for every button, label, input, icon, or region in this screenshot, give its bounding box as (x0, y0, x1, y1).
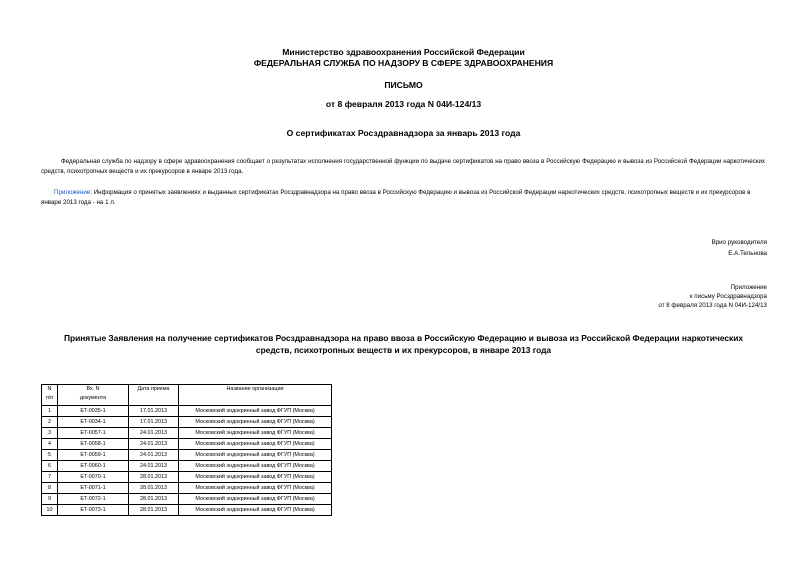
header-number: N п/п (42, 385, 58, 406)
cell-number: 7 (42, 472, 58, 483)
table-row (42, 428, 332, 439)
cell-document: ET-0059-1 (58, 450, 129, 461)
table-row (42, 505, 332, 516)
cell-document: ET-0035-1 (58, 406, 129, 417)
cell-organization: Московский эндокринный завод ФГУП (Москва) (179, 483, 332, 494)
cell-date: 24.01.2013 (129, 428, 179, 439)
cell-date: 24.01.2013 (129, 461, 179, 472)
cell-number: 2 (42, 417, 58, 428)
attachment-reference: к письму Росздравнадзора (689, 293, 767, 300)
cell-number: 3 (42, 428, 58, 439)
signature-name: Е.А.Тельнова (728, 250, 767, 257)
appendix-link[interactable]: Приложение (54, 189, 91, 196)
cell-organization: Московский эндокринный завод ФГУП (Москва) (179, 439, 332, 450)
appendix-text: : Информация о принятых заявлениях и выданных сертификатах Росздравнадзора на право ввоза в Российскую Федерацию и вывоза из Российской Федерации наркотических средств, психотропных веществ и их прекурсоров в январе 2013 года - на 1 л. (41, 189, 751, 206)
cell-document: ET-0071-1 (58, 483, 129, 494)
cell-document: ET-0070-1 (58, 472, 129, 483)
cell-organization: Московский эндокринный завод ФГУП (Москва) (179, 505, 332, 516)
cell-date: 17.01.2013 (129, 406, 179, 417)
cell-document: ET-0073-1 (58, 505, 129, 516)
cell-date: 28.01.2013 (129, 483, 179, 494)
cell-document: ET-0060-1 (58, 461, 129, 472)
table-row (42, 417, 332, 428)
ministry-name: Министерство здравоохранения Российской Федерации (282, 47, 525, 57)
cell-date: 24.01.2013 (129, 439, 179, 450)
document-type: ПИСЬМО (384, 80, 423, 90)
cell-document: ET-0057-1 (58, 428, 129, 439)
cell-organization: Московский эндокринный завод ФГУП (Москва) (179, 450, 332, 461)
header-organization: Название организации (179, 385, 332, 406)
table-title-line-1: Принятые Заявления на получение сертификатов Росздравнадзора на право ввоза в Российскую Федерацию и вывоза из Российской Федерации наркотических (63, 333, 744, 343)
cell-number: 10 (42, 505, 58, 516)
document-subject: О сертификатах Росздравнадзора за январь 2013 года (286, 128, 521, 138)
cell-organization: Московский эндокринный завод ФГУП (Москва) (179, 461, 332, 472)
appendix-paragraph (41, 188, 765, 208)
table-row (42, 472, 332, 483)
cell-date: 17.01.2013 (129, 417, 179, 428)
table-row (42, 406, 332, 417)
table-row (42, 439, 332, 450)
table-title-line-2: средств, психотропных веществ и их прекурсоров, в январе 2013 года (255, 345, 552, 355)
cell-document: ET-0058-1 (58, 439, 129, 450)
cell-organization: Московский эндокринный завод ФГУП (Москва) (179, 417, 332, 428)
cell-date: 28.01.2013 (129, 472, 179, 483)
table-row (42, 494, 332, 505)
cell-document: ET-0034-1 (58, 417, 129, 428)
header-document-number: Вх. N документа (58, 385, 129, 406)
table-header-row (42, 385, 332, 406)
cell-number: 4 (42, 439, 58, 450)
applications-table (41, 384, 332, 516)
cell-organization: Московский эндокринный завод ФГУП (Москва) (179, 472, 332, 483)
body-paragraph: Федеральная служба по надзору в сфере здравоохранения сообщает о результатах исполнения государственной функции по выдаче сертификатов на право ввоза в Российскую Федерацию и вывоза из Российской Федерации наркотических средств, психотропных веществ и их прекурсоров в январе 2013 года. (41, 158, 765, 175)
document-date-number: от 8 февраля 2013 года N 04И-124/13 (325, 99, 482, 109)
cell-number: 8 (42, 483, 58, 494)
attachment-label: Приложение (730, 284, 767, 291)
cell-document: ET-0072-1 (58, 494, 129, 505)
cell-number: 1 (42, 406, 58, 417)
cell-organization: Московский эндокринный завод ФГУП (Москва) (179, 428, 332, 439)
cell-organization: Московский эндокринный завод ФГУП (Москва) (179, 494, 332, 505)
cell-date: 28.01.2013 (129, 505, 179, 516)
service-name: ФЕДЕРАЛЬНАЯ СЛУЖБА ПО НАДЗОРУ В СФЕРЕ ЗДРАВООХРАНЕНИЯ (253, 58, 554, 68)
attachment-date-number: от 8 февраля 2013 года N 04И-124/13 (658, 302, 767, 309)
table-row (42, 461, 332, 472)
cell-date: 24.01.2013 (129, 450, 179, 461)
header-date: Дата приема (129, 385, 179, 406)
cell-organization: Московский эндокринный завод ФГУП (Москва) (179, 406, 332, 417)
cell-date: 28.01.2013 (129, 494, 179, 505)
cell-number: 5 (42, 450, 58, 461)
table-row (42, 483, 332, 494)
cell-number: 6 (42, 461, 58, 472)
cell-number: 9 (42, 494, 58, 505)
table-row (42, 450, 332, 461)
signature-position: Врио руководителя (711, 239, 767, 246)
